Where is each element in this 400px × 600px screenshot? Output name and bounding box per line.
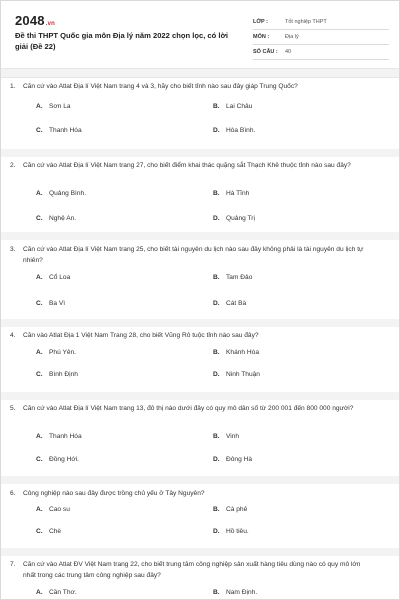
option-b[interactable] (213, 274, 252, 281)
option-text: Cà phê (226, 506, 248, 513)
option-d[interactable] (213, 371, 260, 378)
option-letter: C. (36, 300, 43, 307)
header-divider (1, 68, 399, 78)
option-text: Nghệ An. (49, 215, 77, 222)
meta-label: SỐ CÂU : (253, 49, 278, 55)
option-letter: A. (36, 190, 43, 197)
meta-row-class (253, 15, 389, 30)
question-list (1, 79, 399, 600)
option-text: Đồng Hới. (49, 456, 79, 463)
option-c[interactable] (36, 456, 79, 463)
option-b[interactable] (213, 589, 257, 596)
option-a[interactable] (36, 103, 71, 110)
meta-row-subject (253, 30, 389, 45)
option-text: Nam Định. (226, 589, 258, 596)
option-letter: D. (213, 127, 220, 134)
question-text (10, 330, 373, 341)
option-text: Ba Vì (49, 300, 66, 307)
question-body: Căn cứ vào Atlat Địa lí Việt Nam trang 25, cho biết tài nguyên du lịch nào sau đây không phải là tài nguyên du lịch tự nhiên? (23, 246, 364, 264)
option-c[interactable] (36, 528, 61, 535)
question-text (10, 244, 373, 266)
option-b[interactable] (213, 103, 252, 110)
option-text: Đông Hà (226, 456, 253, 463)
option-text: Bình Định (49, 371, 78, 378)
option-d[interactable] (213, 215, 255, 222)
meta-value: 40 (285, 49, 292, 55)
option-text: Khánh Hòa (226, 349, 259, 356)
meta-label: MÔN : (253, 34, 270, 40)
option-letter: D. (213, 215, 220, 222)
option-d[interactable] (213, 300, 246, 307)
question-2 (1, 157, 399, 240)
meta-value: Địa lý (285, 34, 299, 40)
option-letter: B. (213, 349, 220, 356)
meta-row-count (253, 45, 389, 60)
option-b[interactable] (213, 349, 259, 356)
option-letter: B. (213, 103, 220, 110)
question-number: 2. (10, 162, 16, 169)
question-number: 7. (10, 561, 16, 568)
question-body: Căn cứ vào Atlat ĐV Việt Nam trang 22, cho biết trung tâm công nghiệp sản xuất hàng tiêu dùng nào có quy mô lớn nhất trong các trung tâm công nghiệp sau đây? (23, 561, 361, 579)
option-text: Cổ Loa (49, 274, 71, 281)
question-body: Căn cứ vào Atlat Địa lí Việt Nam trang 27, cho biết điểm khai thác quặng sắt Thạch Khê thuộc tỉnh nào sau đây? (23, 162, 351, 169)
option-letter: C. (36, 371, 43, 378)
brand-suffix: .vn (45, 21, 56, 27)
meta-value: Tốt nghiệp THPT (285, 19, 327, 25)
option-a[interactable] (36, 274, 70, 281)
exam-title: Đề thi THPT Quốc gia môn Địa lý năm 2022 chọn lọc, có lời giải (Đề 22) (15, 31, 229, 51)
question-4 (1, 327, 399, 400)
option-b[interactable] (213, 506, 247, 513)
option-c[interactable] (36, 127, 82, 134)
option-d[interactable] (213, 127, 255, 134)
option-letter: B. (213, 433, 220, 440)
option-letter: C. (36, 456, 43, 463)
option-text: Lai Châu (226, 103, 253, 110)
option-a[interactable] (36, 433, 82, 440)
question-number: 6. (10, 490, 16, 497)
option-letter: D. (213, 300, 220, 307)
question-text (10, 81, 373, 92)
option-letter: A. (36, 274, 43, 281)
option-letter: A. (36, 506, 43, 513)
question-7 (1, 556, 399, 600)
question-text (10, 488, 373, 499)
option-text: Hòa Bình. (226, 127, 256, 134)
option-letter: D. (213, 456, 220, 463)
option-letter: C. (36, 127, 43, 134)
meta-label: LỚP : (253, 19, 268, 25)
brand-logo[interactable] (15, 13, 55, 28)
question-number: 4. (10, 332, 16, 339)
option-b[interactable] (213, 190, 249, 197)
option-letter: A. (36, 433, 43, 440)
question-body: Căn vào Atlat Địa 1 Việt Nam Trang 28, cho biết Vũng Rô tuộc tỉnh nào sau đây? (23, 332, 259, 339)
question-3 (1, 240, 399, 327)
question-text (10, 559, 373, 581)
question-1 (1, 79, 399, 157)
option-text: Tam Đảo (226, 274, 253, 281)
option-text: Hà Tĩnh (226, 190, 250, 197)
option-letter: A. (36, 103, 43, 110)
option-text: Phú Yên. (49, 349, 77, 356)
option-letter: C. (36, 528, 43, 535)
question-5 (1, 400, 399, 484)
option-letter: C. (36, 215, 43, 222)
option-letter: B. (213, 190, 220, 197)
option-text: Hồ tiêu. (226, 528, 249, 535)
option-a[interactable] (36, 190, 86, 197)
question-number: 5. (10, 405, 16, 412)
option-text: Chè (49, 528, 62, 535)
option-letter: D. (213, 371, 220, 378)
option-text: Vinh (226, 433, 240, 440)
option-letter: B. (213, 274, 220, 281)
option-text: Thanh Hóa (49, 127, 82, 134)
option-c[interactable] (36, 215, 76, 222)
option-letter: B. (213, 589, 220, 596)
exam-meta (253, 15, 389, 60)
option-d[interactable] (213, 456, 252, 463)
option-letter: B. (213, 506, 220, 513)
option-letter: D. (213, 528, 220, 535)
option-text: Cát Bà (226, 300, 247, 307)
question-text (10, 160, 373, 171)
option-d[interactable] (213, 528, 249, 535)
question-number: 1. (10, 83, 16, 90)
option-b[interactable] (213, 433, 239, 440)
question-body: Công nghiệp nào sau đây được trồng chủ yếu ở Tây Nguyên? (23, 490, 205, 497)
question-text (10, 403, 373, 414)
option-c[interactable] (36, 371, 78, 378)
option-text: Cần Thơ. (49, 589, 77, 596)
brand-name: 2048 (15, 13, 45, 28)
option-text: Cao su (49, 506, 70, 513)
question-6 (1, 484, 399, 556)
question-number: 3. (10, 246, 16, 253)
option-text: Sơn La (49, 103, 71, 110)
question-body: Căn cứ vào Atlat Địa lí Việt Nam trang 13, đô thị nào dưới đây có quy mô dân số từ 200 001 đến 800 000 người? (23, 405, 354, 412)
option-c[interactable] (36, 300, 65, 307)
exam-header (1, 1, 399, 67)
option-text: Thanh Hóa (49, 433, 82, 440)
option-text: Quảng Trị (226, 215, 255, 222)
option-letter: A. (36, 349, 43, 356)
option-a[interactable] (36, 589, 77, 596)
option-letter: A. (36, 589, 43, 596)
option-text: Quảng Bình. (49, 190, 87, 197)
option-a[interactable] (36, 349, 76, 356)
option-text: Ninh Thuận (226, 371, 260, 378)
question-body: Căn cứ vào Atlat Địa lí Việt Nam trang 4 và 3, hãy cho biết tỉnh nào sau đây giáp Trung Quốc? (23, 83, 298, 90)
option-a[interactable] (36, 506, 70, 513)
